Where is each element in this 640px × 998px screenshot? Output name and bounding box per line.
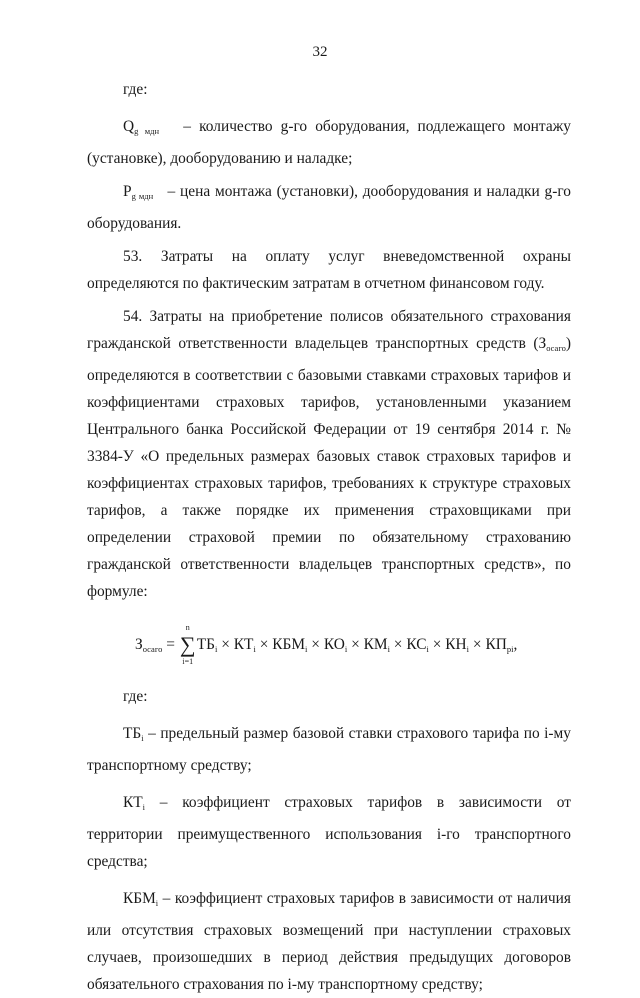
- where-label-1: где:: [123, 81, 148, 98]
- symbol-q-subscript: g мдн: [134, 126, 159, 136]
- paragraph-53: 53. Затраты на оплату услуг вневедомственной охраны определяются по фактическим затратам в отчетном финансовом году.: [87, 248, 571, 292]
- definition-p-text: – цена монтажа (установки), дооборудования и наладки g-го оборудования.: [87, 183, 571, 232]
- definition-kbm: [87, 885, 571, 998]
- formula-end: ,: [513, 636, 518, 653]
- term-ks: КС: [406, 636, 427, 653]
- definition-kt-text: – коэффициент страховых тарифов в зависимости от территории преимущественного использования i-го транспортного средства;: [87, 794, 571, 870]
- sum-symbol: [179, 623, 197, 667]
- osago-formula: [87, 617, 571, 673]
- definition-p: [87, 178, 571, 237]
- symbol-kbm-subscript: i: [155, 898, 159, 908]
- symbol-tb: ТБ: [123, 725, 142, 742]
- definition-q-text: – количество g-го оборудования, подлежащего монтажу (установке), дооборудованию и наладке;: [87, 118, 571, 167]
- term-kbm-sub: i: [305, 644, 308, 654]
- where-label-2: где:: [123, 688, 148, 705]
- symbol-kbm: КБМ: [123, 890, 156, 907]
- paragraph-54: [87, 303, 571, 605]
- times-sign: ×: [472, 636, 482, 653]
- term-ks-sub: i: [426, 644, 429, 654]
- times-sign: ×: [311, 636, 320, 653]
- definition-tb: [87, 720, 571, 779]
- times-sign: ×: [351, 636, 360, 653]
- symbol-tb-subscript: i: [141, 733, 144, 743]
- paragraph-54-subscript: осаго: [546, 343, 566, 353]
- term-tb: ТБ: [196, 636, 216, 653]
- paragraph-54-part-b: ) определяются в соответствии с базовыми ставками страховых тарифов и коэффициентами страховых тарифов, установленными указанием Центрального банка Российской Федерации от 19 сентября 2014 г. № 3384-У «О предельных размерах базовых ставок страховых тарифов и коэффициентах страховых тарифов, требованиях к структуре страховых тарифов, а также порядке их применения страховщиками при определении страховой премии по обязательному страхованию гражданской ответственности владельцев транспортных средств», по формуле:: [87, 335, 571, 600]
- symbol-p: P: [123, 183, 132, 200]
- term-km-sub: i: [387, 644, 390, 654]
- term-ko: КО: [323, 636, 345, 653]
- symbol-q: Q: [123, 118, 135, 135]
- term-km: КМ: [363, 636, 388, 653]
- term-ko-sub: i: [344, 644, 348, 654]
- symbol-kt: КТ: [123, 794, 143, 811]
- term-kn: КН: [445, 636, 467, 653]
- term-kn-sub: i: [466, 644, 470, 654]
- times-sign: ×: [221, 636, 230, 653]
- term-kp: КП: [485, 636, 507, 653]
- formula-equals: =: [166, 636, 175, 653]
- symbol-p-subscript: g мдн: [131, 191, 154, 201]
- term-kt: КТ: [233, 636, 254, 653]
- term-kp-sub: pi: [506, 644, 514, 654]
- formula-lhs: З: [135, 636, 143, 653]
- term-kbm: КБМ: [272, 636, 306, 653]
- sum-glyph: ∑: [179, 632, 196, 658]
- document-body: [87, 76, 571, 998]
- definition-kbm-text: – коэффициент страховых тарифов в зависимости от наличия или отсутствия страховых возмещений при наступлении страховых случаев, произошедших в период действия предыдущих договоров обязательного страхования по i-му транспортному средству;: [87, 890, 571, 993]
- term-tb-sub: i: [215, 644, 218, 654]
- page-number: 32: [312, 44, 328, 60]
- times-sign: ×: [259, 636, 269, 653]
- term-kt-sub: i: [253, 644, 256, 654]
- definition-kt: [87, 789, 571, 875]
- symbol-kt-subscript: i: [142, 802, 146, 812]
- definition-tb-text: – предельный размер базовой ставки страхового тарифа по i-му транспортному средству;: [87, 725, 571, 774]
- times-sign: ×: [432, 636, 442, 653]
- sum-upper-limit: n: [185, 623, 190, 633]
- sum-lower-limit: i=1: [182, 657, 194, 667]
- definition-q: [87, 113, 571, 172]
- paragraph-54-part-a: 54. Затраты на приобретение полисов обязательного страхования гражданской ответственности владельцев транспортных средств (З: [87, 308, 571, 352]
- formula-lhs-subscript: осаго: [142, 644, 163, 654]
- times-sign: ×: [393, 636, 403, 653]
